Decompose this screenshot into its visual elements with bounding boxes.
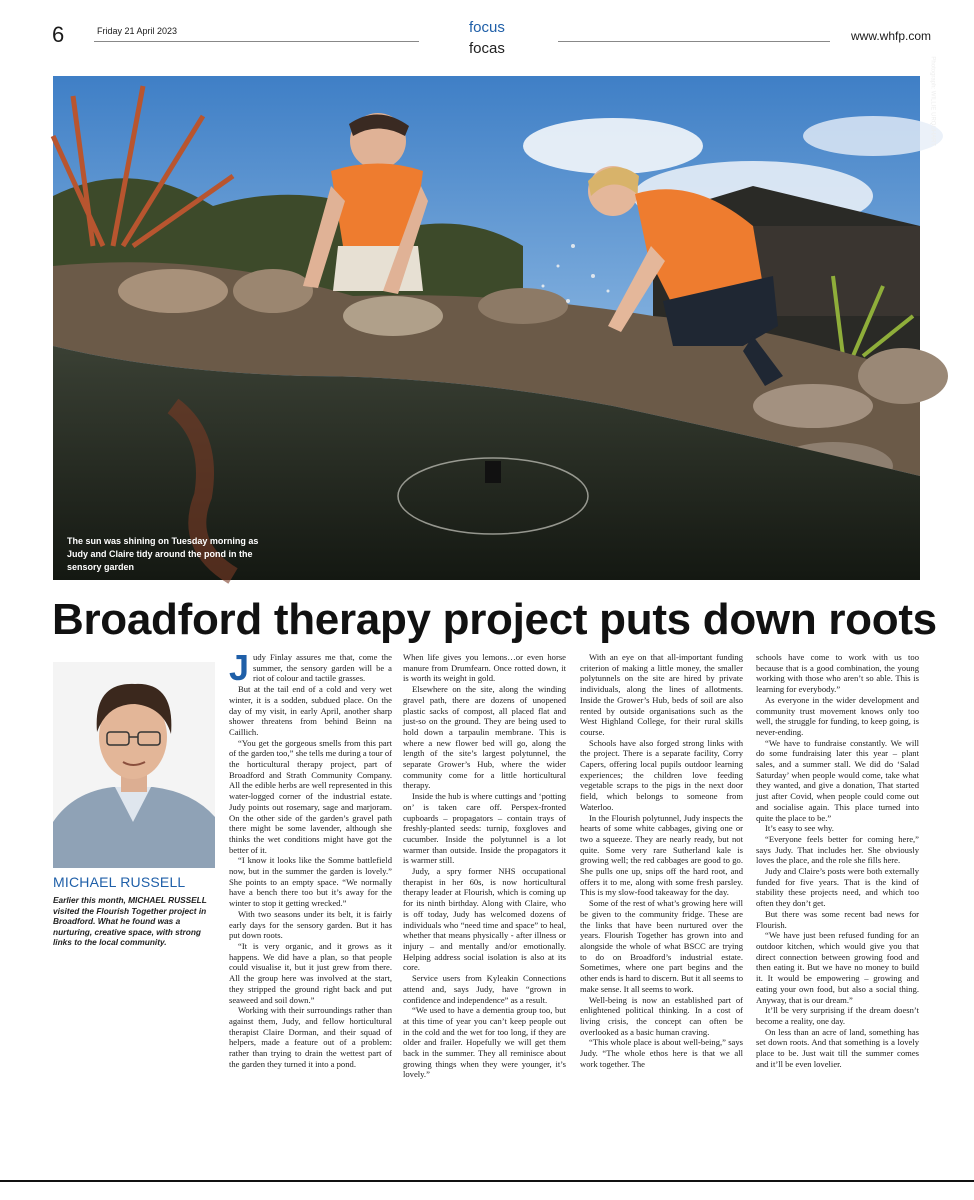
article-paragraph: Well-being is now an established part of enlightened political thinking. In a cost of living crisis, the concept can often be overlooked as a basic human craving.: [580, 994, 743, 1037]
article-paragraph: But there was some recent bad news for Flourish.: [756, 908, 919, 930]
article-paragraph: Judy Finlay assures me that, come the summer, the sensory garden will be a riot of colour and tactile grasses.: [229, 647, 392, 688]
article-paragraph: With an eye on that all-important funding criterion of making a little money, the smaller polytunnels on the site are hired by private individuals, along the lines of allotments. Inside the Grower’s Hub, beds of soil are also rented by outside organisations such as the West Highland College, for their rural skills course.: [580, 652, 743, 737]
article-column-2: [403, 652, 566, 1080]
author-name: MICHAEL RUSSELL: [53, 874, 186, 890]
header-rule-left: [94, 41, 419, 42]
article-headline: Broadford therapy project puts down roots: [52, 595, 937, 644]
drop-cap: J: [229, 647, 250, 688]
article-paragraph: Schools have also forged strong links with the project. There is a separate facility, Corry Capers, offering local pupils outdoor learning experiences; the children love feeding vegetable scraps to the pigs in the next door field, which belongs to someone from Waterloo.: [580, 737, 743, 812]
author-bio: Earlier this month, MICHAEL RUSSELL visited the Flourish Together project in Broadford. What he found was a nurturing, creative space, with strong links to the local community.: [53, 895, 207, 947]
article-paragraph: Elsewhere on the site, along the winding gravel path, there are dozens of unopened plastic sacks of compost, all placed flat and just-so on the ground. They are being used to hold down a tarpaulin membrane. This is where a new flower bed will go, along the length of the site’s largest polytunnel, the separate Grower’s Hub, where the wider community come for a little horticultural therapy.: [403, 684, 566, 791]
article-paragraph: “You get the gorgeous smells from this part of the garden too,” she tells me during a tour of the horticultural therapy project, part of Broadford and Strath Community Company. All the edible herbs are well represented in this water-logged corner of the industrial estate. Judy points out rosemary, sage and marjoram. On the other side of the garden’s gravel path there might be some lavender, although she thinks the wet conditions might have got the better of it.: [229, 737, 392, 855]
article-column-1: [229, 647, 392, 1069]
section-label-gaelic: focas: [469, 40, 505, 57]
article-paragraph: “We used to have a dementia group too, but at this time of year you can’t keep people out in the cold and the wet for too long, if they are older and frailer. Hopefully we will get them back in the summer. They all reminisce about growing things when they were younger, it’s lovely.”: [403, 1005, 566, 1080]
photo-caption: The sun was shining on Tuesday morning as Judy and Claire tidy around the pond in the sensory garden: [67, 536, 259, 572]
header-rule-right: [558, 41, 830, 42]
article-paragraph: Service users from Kyleakin Connections attend and, says Judy, have “grown in confidence and independence” as a result.: [403, 973, 566, 1005]
article-column-3: [580, 652, 743, 1069]
article-paragraph: Working with their surroundings rather than against them, Judy, and fellow horticultural therapist Claire Dorman, and their squad of helpers, made a feature out of a problem: rather than trying to drain the wettest part of the garden they turned it into a pond.: [229, 1005, 392, 1069]
photo-credit: Photograph: WILLIE URQUHART: [930, 56, 936, 146]
article-paragraph: Some of the rest of what’s growing here will be given to the community fridge. These are the links that have been nurtured over the years. Flourish Together has grown into and alongside the whole of what BSCC are trying to do on Broadford’s industrial estate. Sometimes, where one part begins and the other ends is hard to discern. But it all seems to make sense. It all seems to work.: [580, 898, 744, 994]
article-paragraph: On less than an acre of land, something has set down roots. And that something is a lovely place to be. Just wait till the summer comes and it’ll be even lovelier.: [756, 1026, 919, 1069]
author-photo-illustration: [53, 662, 215, 868]
article-paragraph: It’ll be very surprising if the dream doesn’t become a reality, one day.: [756, 1005, 919, 1026]
article-paragraph: “Everyone feels better for coming here,” says Judy. That includes her. She obviously loves the place, and the role she fills here.: [756, 833, 919, 866]
article-paragraph: Judy and Claire’s posts were both externally funded for five years. That is the kind of stability these projects need, and which too often they don’t get.: [756, 866, 919, 909]
article-paragraph: As everyone in the wider development and community trust movement knows only too well, the struggle for funding, to keep going, is never-ending.: [756, 694, 919, 737]
page-number: 6: [52, 22, 65, 47]
article-paragraph: “We have just been refused funding for an outdoor kitchen, which would give you that direct connection between growing food and then eating it. But we have no money to build it. It would be empowering – growing and eating your own food, but also a social thing. Anyway, that is our dream.”: [756, 930, 919, 1005]
article-paragraph: “It is very organic, and it grows as it happens. We did have a plan, so that people could visualise it, but it just grew from there. All the group here was involved at the start, they stripped the ground right back and put seaweed and soil down.”: [229, 940, 392, 1005]
article-paragraph: “We have to fundraise constantly. We will do some fundraising later this year – plant sales, and a summer stall. We did do ‘Salad Saturday’ when people would come, take what they wanted, and give a donation, That started just after Covid, when people could come out and socialise again. This place turned into quite the place to be.”: [756, 737, 919, 823]
article-paragraph: Judy, a spry former NHS occupational therapist in her 60s, is now horticultural therapy leader at Flourish, which is coming up for its ninth birthday. Along with Claire, who is off today, Judy has welcomed dozens of individuals who “need time and space” to heal, whether that means physically - after illness or injury – and mentally and/or emotionally. Helping address social isolation is also at its core.: [403, 866, 566, 973]
article-paragraph: In the Flourish polytunnel, Judy inspects the hearts of some white cabbages, giving one or two a squeeze. They are nearly ready, but not quite. Some very rare Sutherland kale is growing well; the red cabbages are good to go. She pulls one up, snips off the hard root, and offers it to me, along with some fresh parsley. This is my slow-food takeaway for the day.: [580, 812, 743, 898]
article-paragraph: “I know it looks like the Somme battlefield now, but in the summer the garden is lovely.” She points to an empty space. “We normally have a bench there too but it’s away for the winter to stop it getting wrecked.”: [229, 855, 392, 909]
article-paragraph: But at the tail end of a cold and very wet winter, it is a sodden, subdued place. On the day of my visit, in early April, another sharp shower threatens from behind Beinn na Caillich.: [229, 684, 392, 737]
article-paragraph: schools have come to work with us too because that is a good combination, the young working with those who aren’t so able. This is learning for everybody.”: [756, 652, 919, 695]
article-paragraph: It’s easy to see why.: [765, 823, 834, 834]
article-paragraph: When life gives you lemons…or even horse manure from Drumfearn. Once rotted down, it is worth its weight in gold.: [403, 652, 566, 684]
author-portrait: [53, 662, 215, 868]
article-paragraph: With two seasons under its belt, it is fairly early days for the sensory garden. But it has put down roots.: [229, 908, 392, 941]
section-label-english: focus: [469, 19, 505, 36]
page-bottom-rule: [0, 1180, 974, 1182]
main-photograph: [53, 56, 936, 580]
article-paragraph: “This whole place is about well-being,” says Judy. “The whole ethos here is that we all work together. The: [580, 1037, 743, 1069]
issue-date: Friday 21 April 2023: [97, 26, 178, 36]
garden-pond-illustration: [53, 76, 920, 580]
article-column-4: [756, 652, 919, 1069]
article-paragraph: Inside the hub is where cuttings and ‘potting on’ is taken care off. Perspex-fronted cupboards – propagators – contain trays of freshly-planted seeds: turnip, foxgloves and cucumber. Inside the polytunnel is a lot warmer than outside. Inside the propagators it is warmer still.: [403, 791, 566, 866]
website-url: www.whfp.com: [851, 29, 932, 43]
